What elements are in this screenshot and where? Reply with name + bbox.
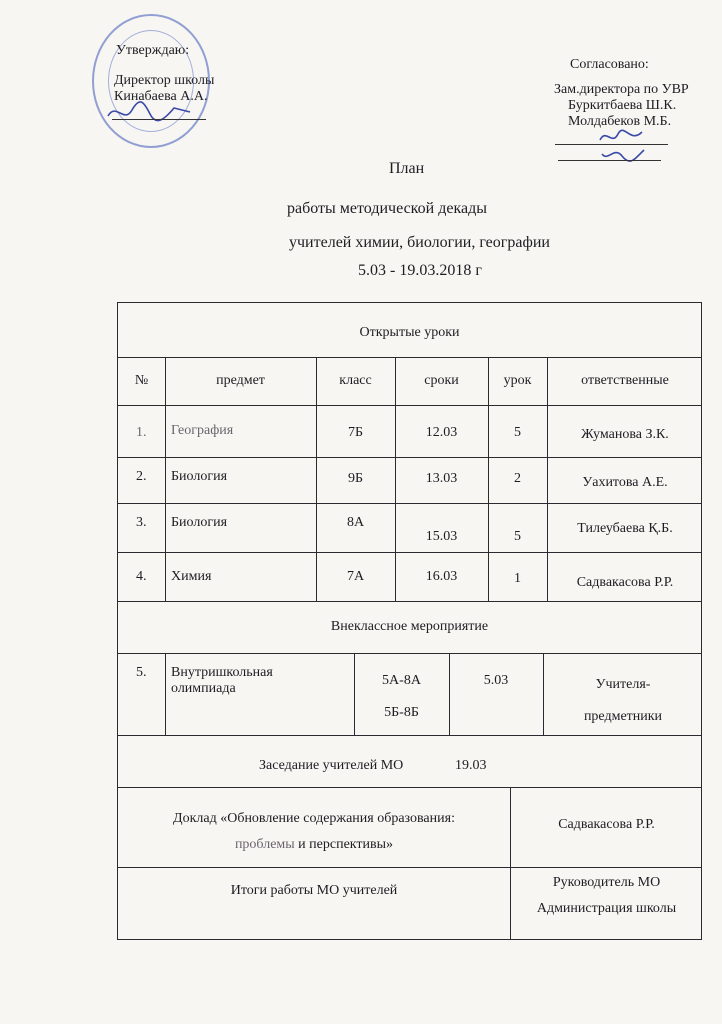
- report-text-problems: проблемы: [234, 837, 295, 852]
- row-3-class: 8А: [346, 515, 365, 530]
- col-header-date: сроки: [424, 373, 459, 388]
- results-responsible-line-2: Администрация школы: [536, 901, 677, 916]
- agree-name-2: Молдабеков М.Б.: [568, 114, 672, 129]
- col-header-subject: предмет: [216, 373, 265, 388]
- row-3-number: 3.: [136, 515, 147, 530]
- row-2-responsible: Уахитова А.Е.: [582, 475, 668, 490]
- approve-heading: Утверждаю:: [116, 43, 190, 58]
- agree-name-1: Буркитбаева Ш.К.: [568, 98, 677, 113]
- row-2-class: 9Б: [347, 471, 364, 486]
- col-header-lesson: урок: [503, 373, 532, 388]
- approve-signature-line: [112, 119, 206, 120]
- section-open-lessons: Открытые уроки: [359, 325, 460, 340]
- section-meeting: Заседание учителей МО: [259, 758, 404, 773]
- approve-name: Кинабаева А.А.: [114, 89, 208, 104]
- plan-table: [117, 302, 702, 940]
- row-4-date: 16.03: [425, 569, 458, 584]
- agree-signature-line-1: [555, 144, 668, 145]
- event-date: 5.03: [483, 673, 509, 688]
- row-3-subject: Биология: [171, 515, 228, 530]
- row-4-subject: Химия: [171, 569, 212, 584]
- agree-heading: Согласовано:: [570, 57, 649, 72]
- row-4-class: 7А: [346, 569, 365, 584]
- approve-position: Директор школы: [114, 73, 215, 88]
- meeting-date: 19.03: [455, 758, 487, 773]
- event-class-line-2: 5Б-8Б: [384, 705, 419, 720]
- row-1-subject: География: [171, 423, 234, 438]
- results-responsible-line-1: Руководитель МО: [552, 875, 661, 890]
- doc-title: План: [389, 160, 425, 177]
- row-2-lesson: 2: [514, 471, 521, 486]
- row-2-number: 2.: [136, 469, 147, 484]
- col-header-number: №: [134, 373, 149, 388]
- report-text-line-2: [118, 837, 510, 853]
- event-number: 5.: [136, 665, 147, 680]
- agree-signature-line-2: [558, 160, 661, 161]
- agree-position: Зам.директора по УВР: [554, 82, 689, 97]
- section-extracurricular: Внеклассное мероприятие: [330, 619, 489, 634]
- row-3-lesson: 5: [514, 529, 521, 544]
- event-responsible-line-2: предметники: [583, 709, 663, 724]
- row-4-number: 4.: [136, 569, 147, 584]
- event-class-line-1: 5А-8А: [382, 673, 421, 688]
- doc-subtitle-1: работы методической декады: [287, 200, 487, 217]
- col-header-responsible: ответственные: [581, 373, 669, 388]
- row-4-responsible: Садвакасова Р.Р.: [576, 575, 674, 590]
- row-1-responsible: Жуманова З.К.: [581, 427, 669, 442]
- row-4-lesson: 1: [514, 571, 521, 586]
- event-subject-line-2: олимпиада: [171, 681, 236, 696]
- row-2-subject: Биология: [171, 469, 228, 484]
- col-header-class: класс: [339, 373, 372, 388]
- results-text: Итоги работы МО учителей: [230, 883, 398, 898]
- row-1-number: 1.: [136, 425, 147, 440]
- doc-period: 5.03 - 19.03.2018 г: [358, 262, 482, 279]
- report-responsible: Садвакасова Р.Р.: [558, 817, 655, 832]
- row-2-date: 13.03: [425, 471, 458, 486]
- row-1-class: 7Б: [347, 425, 364, 440]
- event-responsible-line-1: Учителя-: [595, 677, 651, 692]
- deputy-signature-2: [598, 146, 648, 164]
- event-subject-line-1: Внутришкольная: [171, 665, 273, 680]
- report-text-perspectives: и перспективы»: [294, 837, 394, 852]
- row-1-date: 12.03: [425, 425, 458, 440]
- report-text-line-1: Доклад «Обновление содержания образования:: [173, 811, 455, 826]
- doc-subtitle-2: учителей химии, биологии, географии: [289, 234, 550, 251]
- row-3-date: 15.03: [425, 529, 458, 544]
- row-1-lesson: 5: [514, 425, 521, 440]
- row-3-responsible: Тилеубаева Қ.Б.: [577, 521, 673, 536]
